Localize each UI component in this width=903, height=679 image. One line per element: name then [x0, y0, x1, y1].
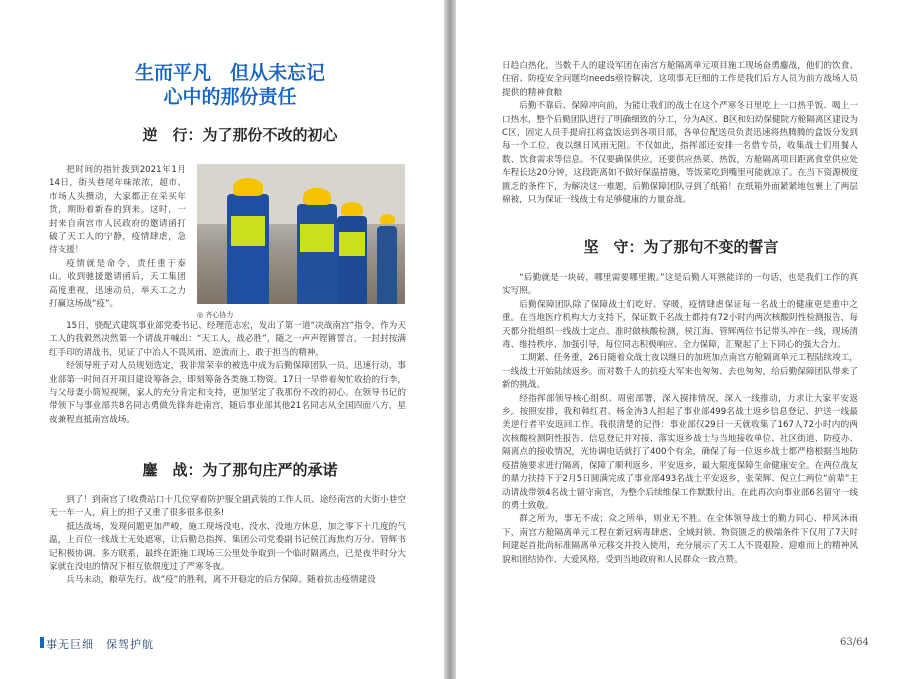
main-title-line1: 生而平凡 但从未忘记	[134, 62, 325, 84]
paragraph: 经指挥部领导核心组织、周密部署，深入摸排情况，深入一线推动，力求让大家平安返乡。按照安排，我和韩红君、杨金涛3人担起了事业部499名战士返乡信息登记、护送一线最美逆行者平安返回工作。我很清楚的记得：事业部仅29日一天就收集了167人72小时内的两次核酸检测阴性报告、信息登记并对接、落实返乡战士与当地接收单位、社区街道、防疫办、隔离点的接收情况，光协调电话就打了400个有余，确保了每一位返乡战士都严格根据当地防疫措施要求进行隔离，保障了顺利返乡、平安返乡，最大限度保障生命健康安全。在两位战友的鼎力扶持下于2月5日圆满完成了事业部493名战士平安返乡，张荣辉、倪立仁两位“前辈”主动请战带领4名战士留守南宫，为整个后续维保工作默默付出。在此再次向事业部6名留守一线的勇士致敬。	[502, 393, 858, 511]
paragraph: 群之所为，事无不成；众之所举，则业无不胜。在全体领导战士的勤力同心、栉风沐雨下，南宫方舱隔离单元工程在新冠病毒肆虐、全域封锁、物资匮乏的极端条件下仅用了7天时间建起首批尚标准隔离单元移交并投入使用，充分展示了天工人不畏艰险、迎难而上的精神风貌和团结协作、大爱风格，受到当地政府和人民群众一致点赞。	[502, 514, 858, 565]
section-title-2: 鏖 战：为了那句庄严的承诺	[142, 461, 338, 479]
paragraph: “后勤就是一块砖，哪里需要哪里搬。”这是后勤人耳熟能详的一句话，也是我们工作的真实写照。	[502, 273, 858, 297]
book-gutter	[444, 0, 456, 679]
paragraph: 工期紧、任务重，26日随着众战士夜以继日的加班加点南宫方舱隔离单元工程陆续竣工，一线战士开始陆续返乡。而对数千人的抗疫大军来也匆匆、去也匆匆，给后勤保障团队带来了新的挑战。	[502, 353, 858, 391]
body-text-1	[49, 320, 406, 427]
right-page	[456, 0, 903, 679]
paragraph: 后勤保障团队除了保障战士们吃好、穿暖，疫情肆虐保证每一名战士的健康更是重中之重。在当地医疗机构大力支持下，保证数千名战士都持有72小时内两次核酸阴性检测报告，每天都分批组织一线战士定点、准时做核酸检测，侯江海、管辉两位书记带头冲在一线，现场清毒、维持秩序、加强引导，每位同志积极响应、全力保障，汇聚起了上下同心的强大合力。	[502, 299, 858, 351]
photo-caption: ◎ 齐心协力	[197, 311, 234, 319]
left-page	[0, 0, 444, 679]
workers-photo	[197, 164, 405, 304]
paragraph: 兵马未动，粮草先行。战“疫”的胜利，离不开稳定的后方保障。随着抗击疫情建设	[66, 575, 376, 586]
paragraph: 日趋白热化，当数千人的建设军团在南宫方舱隔离单元项目施工现场奋勇鏖战，他们的饮食、住宿、防疫安全问题均needs亟待解决，这项事无巨细的工作是我们后方人员为前方战场人员提供的精神食粮	[502, 61, 858, 98]
side-text	[49, 164, 186, 311]
paragraph: 15日，骁配式建筑事业部党委书记、经理范志宏，发出了第一道“决战南宫”指令，作为天工人的我毅然决然第一个请战并喊出：“天工人，战必胜”，随之一声声铿锵誓言，一封封按满红手印的请战书，见证了中冶人不畏风雨、逆流而上、敢于担当的精神。	[49, 321, 406, 358]
page-number: 63/64	[840, 637, 869, 648]
section-title-3: 坚 守：为了那句不变的誓言	[583, 238, 779, 256]
paragraph: 抵达战场，发现问题更加严峻，施工现场没电、没水、没地方休息，加之零下十几度的气温，上百位一线战士无处遮寒，让后勤总指挥、集团公司党委副书记侯江海焦灼万分。管辉书记积极协调、多方联系，最终在距施工现场三公里处争取到一个临时隔离点，已是夜半时分大家就在没电的情况下相互依偎度过了严寒冬夜。	[49, 521, 406, 573]
body-text-3	[502, 60, 858, 207]
footer-accent-bar	[40, 637, 44, 648]
body-text-4	[502, 272, 858, 567]
footer-section-name: 事无巨细 保驾护航	[46, 638, 154, 651]
body-text-2	[49, 494, 406, 588]
paragraph: 到了！到南宫了!收费站口十几位穿着防护服全副武装的工作人员、途经南宫的大街小巷空无一车一人，肩上的担子又重了很多很多很多!	[49, 495, 406, 519]
section-title-1: 逆 行：为了那份不改的初心	[142, 126, 338, 144]
paragraph: 经领导班子对人员规划选定，我非常荣幸的被选中成为后勤保障团队一员。迅速行动，事业部第一时间召开项目建设筹备会，即刻筹备各类施工物资。17日一早带着匆忙收拾的行李，与父母妻小简短视频，家人的充分肯定和支持，更加坚定了我那份不改的初心。在领导书记的带领下与事业部共8名同志勇做先锋奔赴南宫，随后事业部其他21名同志从全国四面八方，星夜兼程直抵南宫战场。	[49, 361, 406, 425]
paragraph: 后勤不靠后、保障冲向前，为能让我们的战士在这个严寒冬日里吃上一口热乎饭、喝上一口热水，整个后勤团队进行了明确细致的分工，分为A区、B区和妇幼保健院方舱隔离区建设为C区，固定人员手提肩扛将盒饭运到各项目部，各单位配送员负责迅速将热腾腾的盒饭分发到每一个工位，夜以继日风雨无阻。不仅如此，指挥部还安排一名借专员，收集战士们用餐人数、饮食需求等信息。不仅要确保供应，还要供应热菜、热饭，方舱隔离项目距离食堂供应处车程长达20分钟，这段距离如不做好保温措施，等饭菜吃到嘴里可能就凉了。在当下资源极度匮乏的条件下，为解决这一难题，后勤保障团队寻到了纸箱！在纸箱外面紧紧地包裹上了两层棉被，只为保证一线战士有足够健康的力量奋战。	[502, 101, 858, 206]
paragraph: 把时间的指针拨到2021年1月14日，街头巷尾年味浓浓，超市、市场人头攒动，大家都正在采买年货，期盼着新春的到来。这时，一封来自南宫市人民政府的邀请函打破了天工人的宁静，疫情肆虐，急待支援！	[49, 165, 186, 256]
main-title-line2: 心中的那份责任	[163, 86, 297, 108]
paragraph: 疫情就是命令，责任重于泰山。收到驰援邀请函后，天工集团高度重视，迅速动员，举天工之力打赢这场战“疫”。	[49, 258, 186, 310]
